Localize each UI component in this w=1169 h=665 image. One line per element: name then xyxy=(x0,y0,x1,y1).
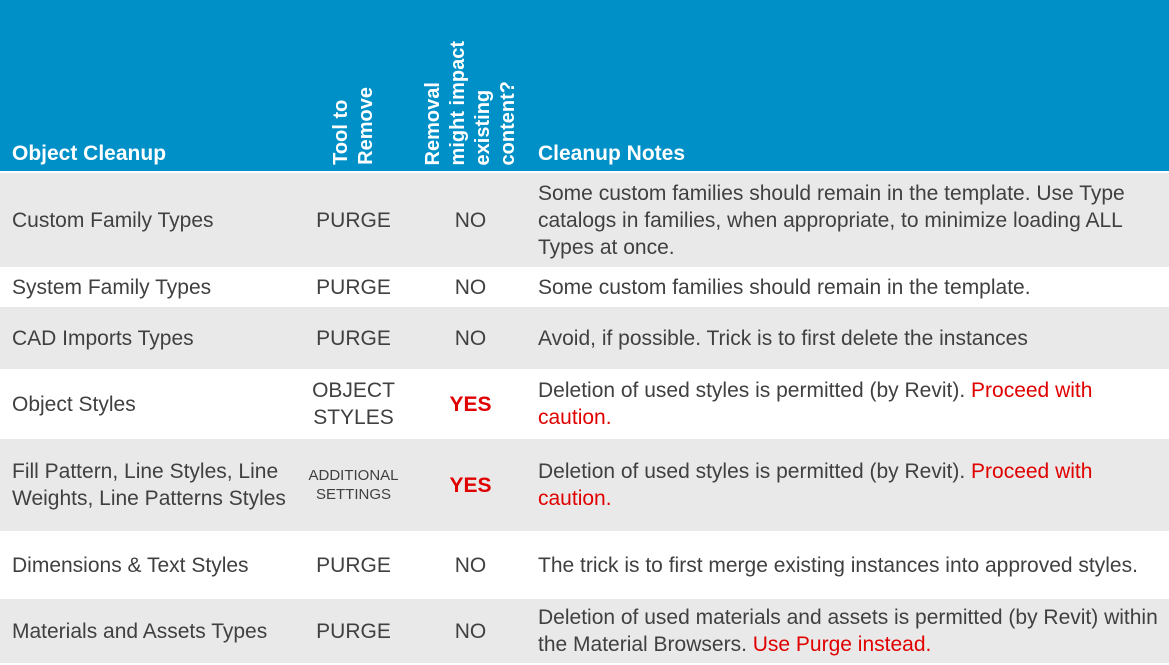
table-row xyxy=(0,371,1169,439)
notes-cell xyxy=(524,439,1169,533)
removal-cell: NO xyxy=(417,599,524,665)
header-removal-line3: existing xyxy=(471,89,494,165)
notes-cell xyxy=(524,599,1169,665)
object-cell: Dimensions & Text Styles xyxy=(0,533,290,599)
header-object-cleanup: Object Cleanup xyxy=(0,0,290,173)
object-cell: Custom Family Types xyxy=(0,173,290,269)
tool-line1: OBJECT xyxy=(312,379,395,402)
notes-cell: Avoid, if possible. Trick is to first delete the instances xyxy=(524,307,1169,371)
notes-cell: Some custom families should remain in the template. Use Type catalogs in families, when appropriate, to minimize loading ALL Types at once. xyxy=(524,173,1169,269)
header-removal-line2: might impact xyxy=(446,40,469,165)
table-row xyxy=(0,307,1169,371)
object-cell: Object Styles xyxy=(0,371,290,439)
table-row xyxy=(0,439,1169,533)
table-row xyxy=(0,173,1169,269)
removal-cell: YES xyxy=(417,371,524,439)
header-cleanup-notes: Cleanup Notes xyxy=(524,0,1169,173)
notes-cell: Some custom families should remain in the template. xyxy=(524,269,1169,307)
header-removal-impact xyxy=(417,0,524,173)
object-cell: System Family Types xyxy=(0,269,290,307)
tool-cell: PURGE xyxy=(290,173,417,269)
removal-cell: NO xyxy=(417,307,524,371)
notes-text: Deletion of used materials and assets is permitted (by Revit) within the Material Browsers. xyxy=(538,606,1158,656)
notes-warning: Proceed with caution. xyxy=(538,379,1093,429)
table-row xyxy=(0,269,1169,307)
header-tool-line2: Remove xyxy=(354,87,377,165)
notes-text: Deletion of used styles is permitted (by Revit). xyxy=(538,460,966,483)
table-row xyxy=(0,533,1169,599)
header-removal-line1: Removal xyxy=(421,81,444,165)
tool-line2: SETTINGS xyxy=(315,486,391,503)
notes-cell xyxy=(524,371,1169,439)
removal-cell: NO xyxy=(417,269,524,307)
removal-cell: NO xyxy=(417,173,524,269)
tool-cell: PURGE xyxy=(290,599,417,665)
notes-warning: Use Purge instead. xyxy=(752,633,932,656)
removal-cell: NO xyxy=(417,533,524,599)
notes-text: Deletion of used styles is permitted (by Revit). xyxy=(538,379,966,402)
tool-line2: STYLES xyxy=(313,406,394,429)
tool-line1: ADDITIONAL xyxy=(308,467,399,484)
object-cell: Materials and Assets Types xyxy=(0,599,290,665)
notes-cell: The trick is to first merge existing instances into approved styles. xyxy=(524,533,1169,599)
tool-cell: PURGE xyxy=(290,269,417,307)
header-tool-to-remove xyxy=(290,0,417,173)
tool-cell xyxy=(290,371,417,439)
table-row xyxy=(0,599,1169,665)
object-cell: Fill Pattern, Line Styles, Line Weights, Line Patterns Styles xyxy=(0,439,290,533)
header-row xyxy=(0,0,1169,173)
removal-cell: YES xyxy=(417,439,524,533)
header-tool-line1: Tool to xyxy=(329,99,352,165)
tool-cell: PURGE xyxy=(290,307,417,371)
tool-cell xyxy=(290,439,417,533)
notes-warning: Proceed with caution. xyxy=(538,460,1093,510)
tool-cell: PURGE xyxy=(290,533,417,599)
object-cell: CAD Imports Types xyxy=(0,307,290,371)
header-removal-line4: content? xyxy=(496,80,519,165)
